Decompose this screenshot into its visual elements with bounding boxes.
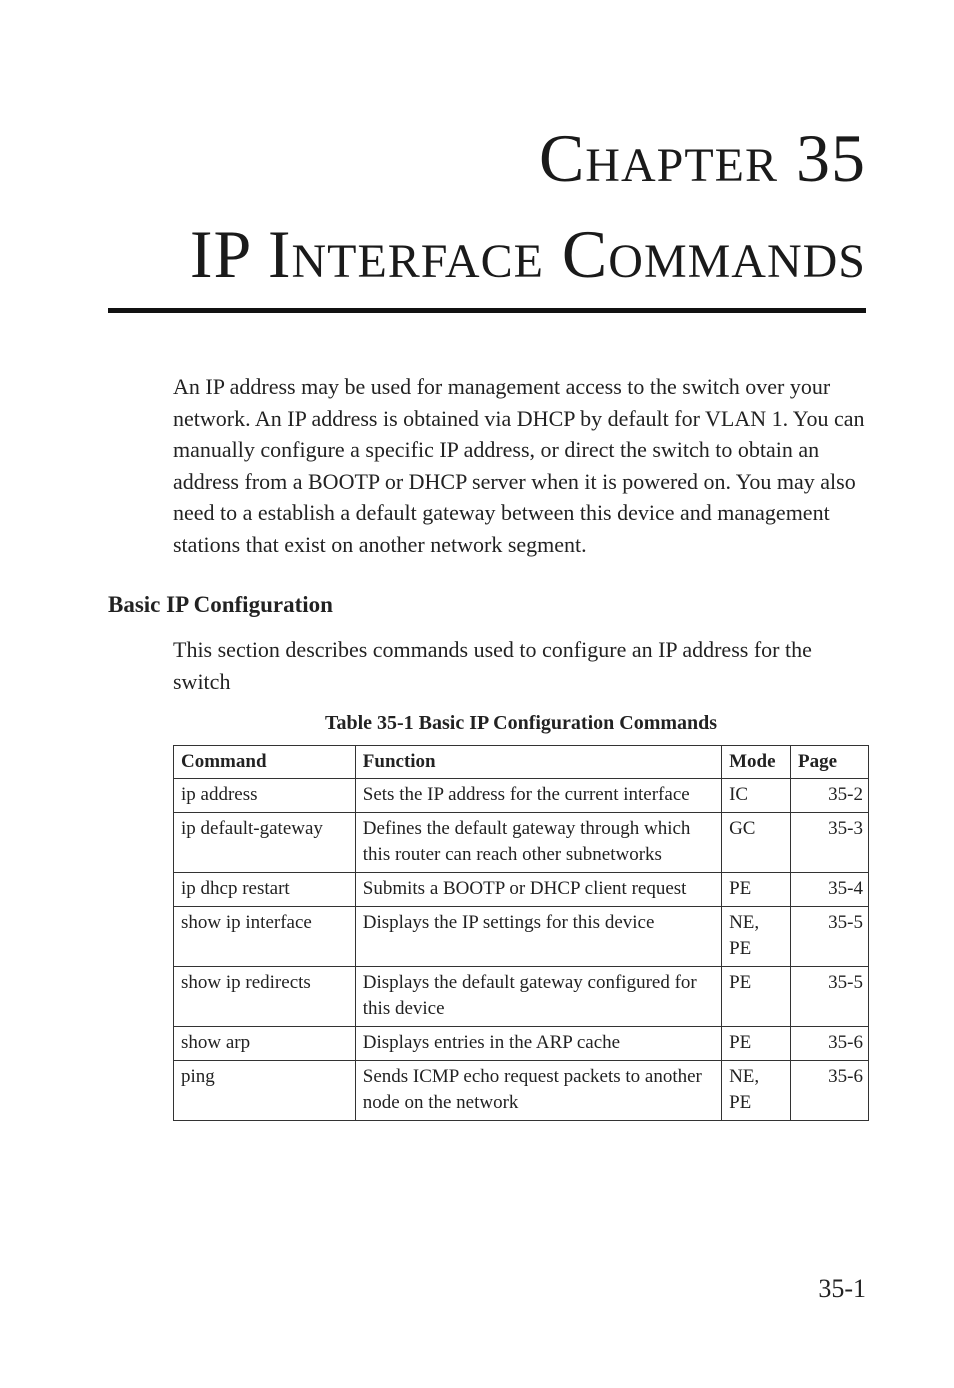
commands-table: [173, 745, 869, 1121]
cell-page: 35-6: [791, 1061, 869, 1121]
table-row: [174, 813, 869, 873]
cell-function: Displays the default gateway configured for this device: [355, 967, 721, 1027]
cell-mode: IC: [722, 779, 791, 813]
cell-mode: GC: [722, 813, 791, 873]
header-command: Command: [174, 746, 356, 779]
cell-mode: NE, PE: [722, 1061, 791, 1121]
cell-function: Displays the IP settings for this device: [355, 907, 721, 967]
table-caption: Table 35-1 Basic IP Configuration Commands: [324, 712, 718, 734]
cell-command: ping: [174, 1061, 356, 1121]
cell-mode: PE: [722, 1027, 791, 1061]
section-heading: Basic IP Configuration: [108, 592, 333, 617]
cell-command: ip address: [174, 779, 356, 813]
cell-mode: NE, PE: [722, 907, 791, 967]
chapter-number: Chapter 35: [538, 120, 866, 196]
cell-mode: PE: [722, 967, 791, 1027]
table-header-row: [174, 746, 869, 779]
table-row: [174, 779, 869, 813]
cell-function: Submits a BOOTP or DHCP client request: [355, 873, 721, 907]
cell-function: Sends ICMP echo request packets to another node on the network: [355, 1061, 721, 1121]
cell-command: ip dhcp restart: [174, 873, 356, 907]
table-row: [174, 907, 869, 967]
cell-page: 35-2: [791, 779, 869, 813]
cell-command: show arp: [174, 1027, 356, 1061]
header-function: Function: [355, 746, 721, 779]
cell-page: 35-5: [791, 967, 869, 1027]
table-row: [174, 1061, 869, 1121]
cell-function: Displays entries in the ARP cache: [355, 1027, 721, 1061]
header-page: Page: [791, 746, 869, 779]
table-row: [174, 967, 869, 1027]
cell-page: 35-3: [791, 813, 869, 873]
chapter-rule: [108, 308, 866, 313]
header-mode: Mode: [722, 746, 791, 779]
section-description: This section describes commands used to configure an IP address for the switch: [173, 637, 812, 694]
cell-function: Defines the default gateway through which this router can reach other subnetworks: [355, 813, 721, 873]
page-number: 35-1: [818, 1274, 866, 1303]
cell-command: show ip interface: [174, 907, 356, 967]
cell-page: 35-6: [791, 1027, 869, 1061]
cell-command: ip default-gateway: [174, 813, 356, 873]
cell-mode: PE: [722, 873, 791, 907]
cell-command: show ip redirects: [174, 967, 356, 1027]
table-row: [174, 873, 869, 907]
table-row: [174, 1027, 869, 1061]
chapter-title: IP Interface Commands: [189, 216, 866, 292]
cell-function: Sets the IP address for the current interface: [355, 779, 721, 813]
cell-page: 35-4: [791, 873, 869, 907]
cell-page: 35-5: [791, 907, 869, 967]
intro-paragraph: An IP address may be used for management access to the switch over your network. An IP address is obtained via DHCP by default for VLAN 1. You can manually configure a specific IP address, or direct the switch to obtain an address from a BOOTP or DHCP server when it is powered on. You may also need to a establish a default gateway between this device and management stations that exist on another network segment.: [173, 374, 865, 557]
